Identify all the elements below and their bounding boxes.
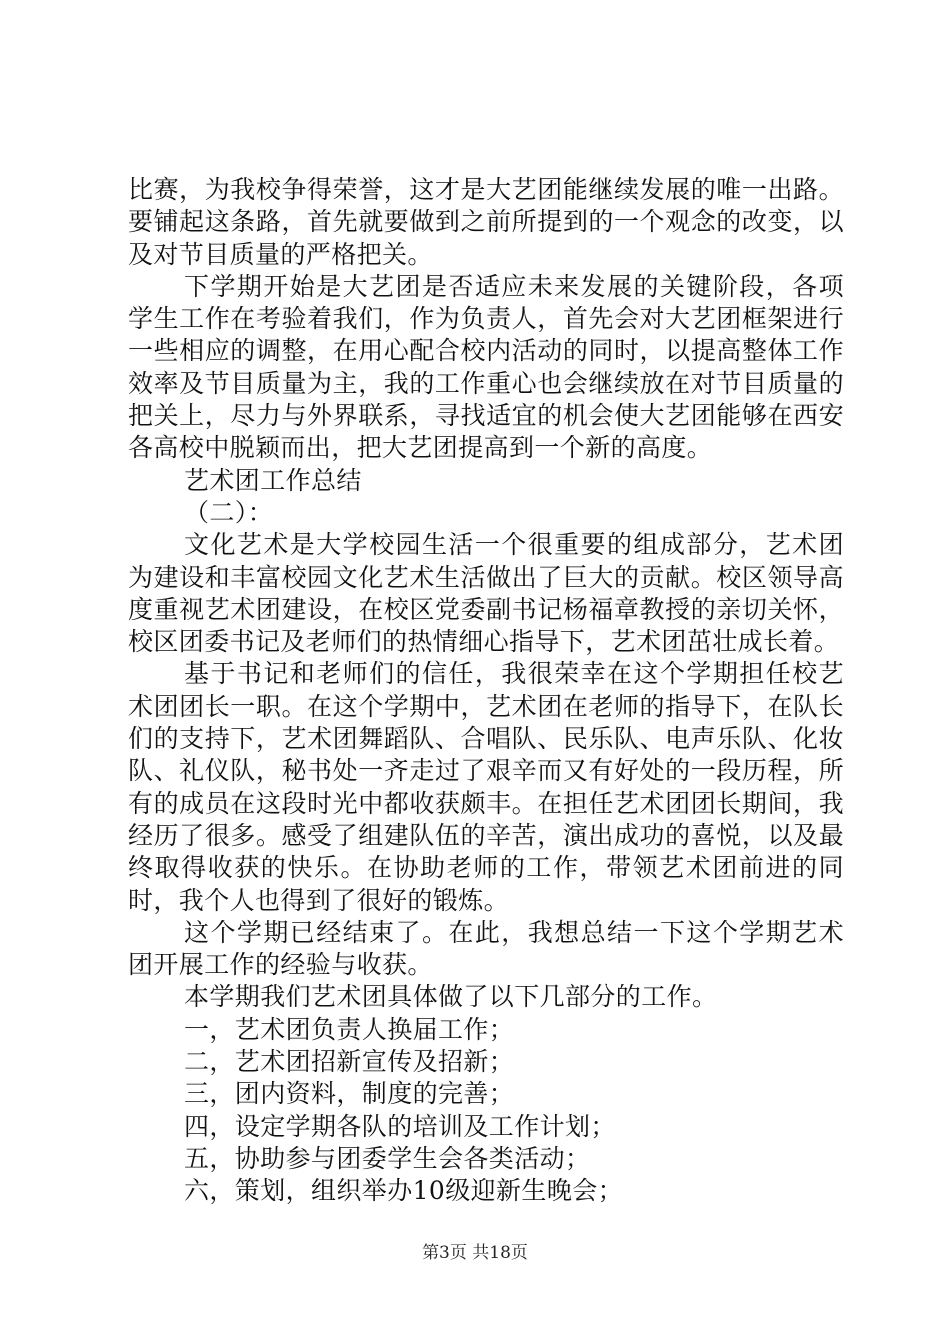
list-item: 四，设定学期各队的培训及工作计划； — [184, 1111, 616, 1141]
list-item: 三，团内资料，制度的完善； — [184, 1079, 515, 1109]
section-number: （二）： — [184, 497, 274, 527]
paragraph-next-term-plan: 下学期开始是大艺团是否适应未来发展的关键阶段，各项学生工作在考验着我们，作为负责人，首先会对大艺团框架进行一些相应的调整，在用心配合校内活动的同时，以提高整体工作效率及节目质量为主，我的工作重心也会继续放在对节目质量的把关上，尽力与外界联系，寻找适宜的机会使大艺团能够在西安各高校中脱颖而出，把大艺团提高到一个新的高度。 — [128, 271, 844, 463]
paragraph-introduction: 文化艺术是大学校园生活一个很重要的组成部分，艺术团为建设和丰富校园文化艺术生活做出了巨大的贡献。校区领导高度重视艺术团建设，在校区党委副书记杨福章教授的亲切关怀，校区团委书记及老师们的热情细心指导下，艺术团茁壮成长着。 — [128, 530, 844, 657]
paragraph-work-intro: 本学期我们艺术团具体做了以下几部分的工作。 — [184, 982, 718, 1012]
list-item: 六，策划，组织举办10级迎新生晚会； — [184, 1176, 624, 1206]
list-item: 五，协助参与团委学生会各类活动； — [184, 1143, 591, 1173]
document-body — [128, 174, 844, 1208]
paragraph-summary-intro: 这个学期已经结束了。在此，我想总结一下这个学期艺术团开展工作的经验与收获。 — [128, 917, 844, 980]
paragraph-continuation: 比赛，为我校争得荣誉，这才是大艺团能继续发展的唯一出路。要铺起这条路，首先就要做到之前所提到的一个观念的改变，以及对节目质量的严格把关。 — [128, 175, 844, 269]
page-number-footer: 第3页 共18页 — [422, 1243, 528, 1263]
list-item: 一，艺术团负责人换届工作； — [184, 1014, 515, 1044]
list-item: 二，艺术团招新宣传及招新； — [184, 1047, 515, 1077]
paragraph-role: 基于书记和老师们的信任，我很荣幸在这个学期担任校艺术团团长一职。在这个学期中，艺术团在老师的指导下，在队长们的支持下，艺术团舞蹈队、合唱队、民乐队、电声乐队、化妆队、礼仪队，秘书处一齐走过了艰辛而又有好处的一段历程，所有的成员在这段时光中都收获颇丰。在担任艺术团团长期间，我经历了很多。感受了组建队伍的辛苦，演出成功的喜悦，以及最终取得收获的快乐。在协助老师的工作，带领艺术团前进的同时，我个人也得到了很好的锻炼。 — [128, 659, 844, 915]
section-title: 艺术团工作总结 — [184, 465, 362, 495]
